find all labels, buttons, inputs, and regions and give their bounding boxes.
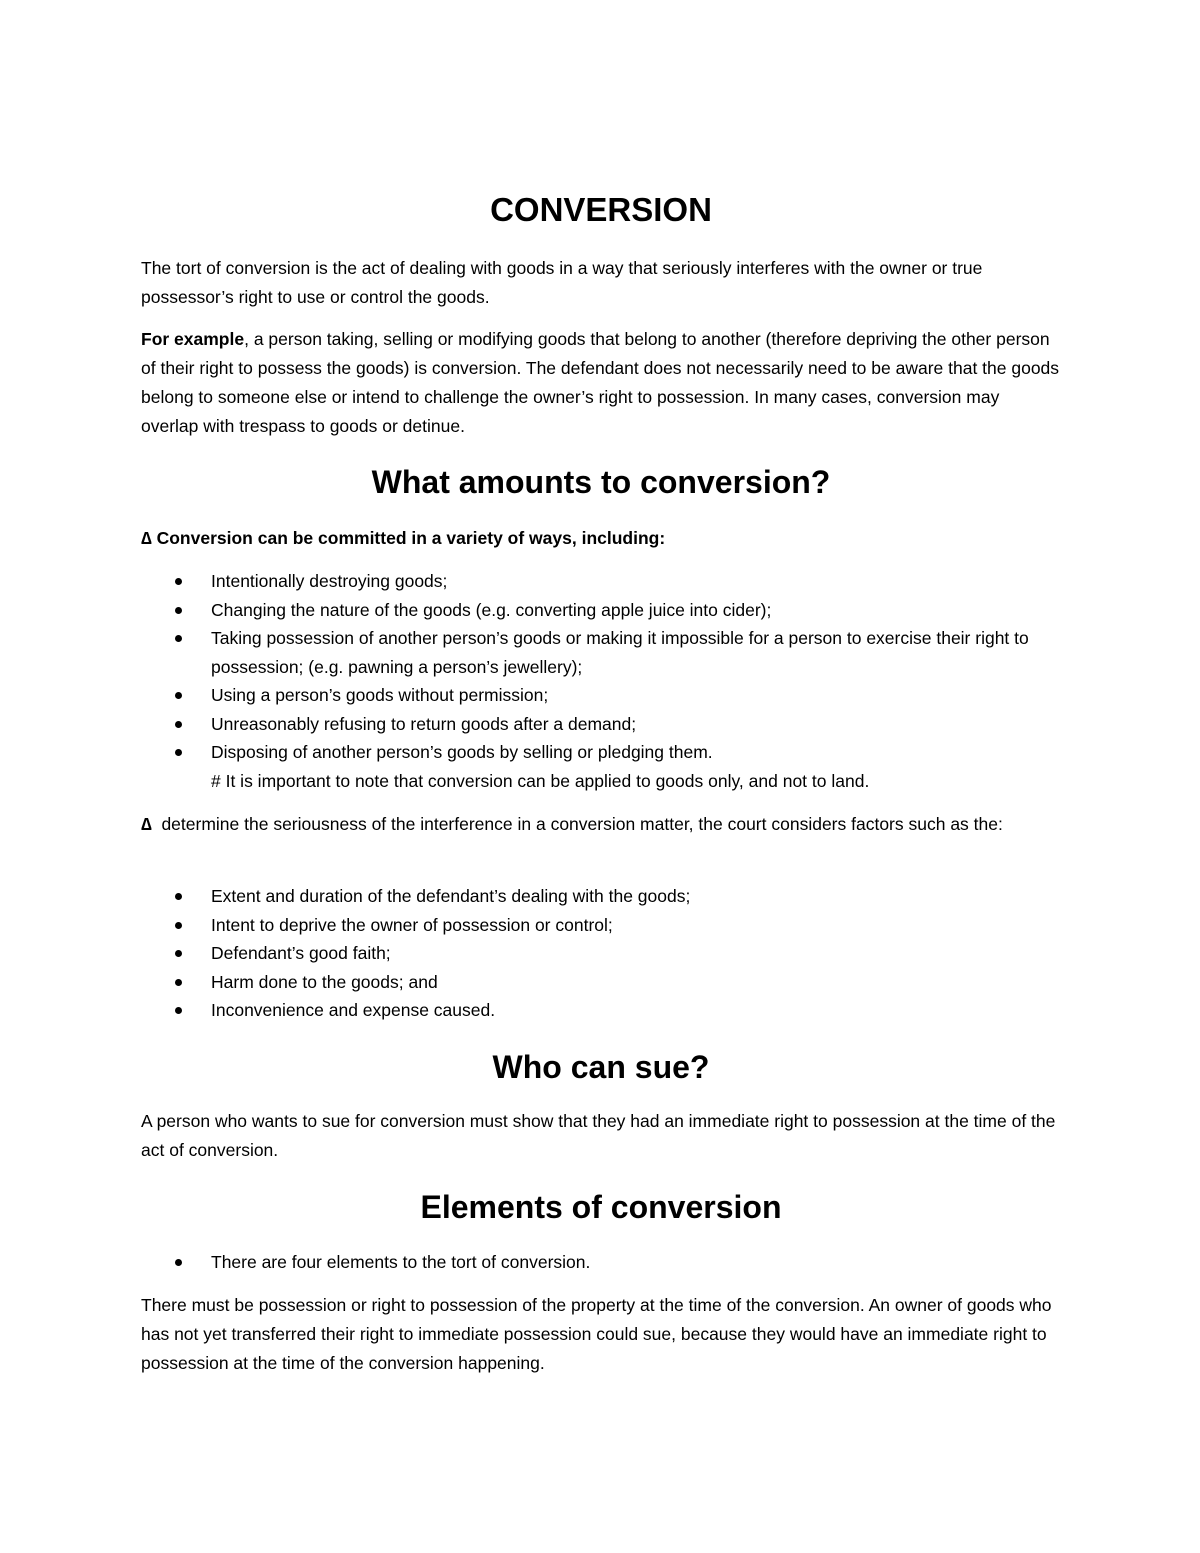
- bullet-icon: [175, 721, 182, 728]
- example-lead: For example: [141, 329, 245, 349]
- bullet-icon: [175, 979, 182, 986]
- ways-list: [141, 567, 1061, 795]
- bullet-icon: [175, 607, 182, 614]
- list-item: Extent and duration of the defendant’s dealing with the goods;: [141, 882, 1061, 911]
- delta-symbol: ∆: [141, 528, 152, 548]
- list-item: Taking possession of another person’s goods or making it impossible for a person to exercise their right to possession; (e.g. pawning a person’s jewellery);: [141, 624, 1061, 681]
- factors-list: [141, 882, 1061, 1025]
- bullet-icon: [175, 922, 182, 929]
- list-item: Disposing of another person’s goods by selling or pledging them. # It is important to note that conversion can be applied to goods only, and not to land.: [141, 738, 1061, 795]
- list-item: Intentionally destroying goods;: [141, 567, 1061, 596]
- bullet-icon: [175, 749, 182, 756]
- delta-symbol: ∆: [141, 814, 152, 834]
- who-can-sue-paragraph: A person who wants to sue for conversion must show that they had an immediate right to possession at the time of the act of conversion.: [141, 1111, 1056, 1160]
- heading-who-can-sue: Who can sue?: [492, 1049, 710, 1085]
- bullet-icon: [175, 1007, 182, 1014]
- elements-list: [141, 1248, 1061, 1277]
- factors-lead-text: determine the seriousness of the interference in a conversion matter, the court considers factors such as the:: [161, 814, 1003, 834]
- ways-lead: [141, 524, 1061, 553]
- document-title: CONVERSION: [490, 191, 712, 228]
- list-item: Intent to deprive the owner of possession or control;: [141, 911, 1061, 940]
- list-item: Changing the nature of the goods (e.g. converting apple juice into cider);: [141, 596, 1061, 625]
- bullet-icon: [175, 635, 182, 642]
- list-item: Using a person’s goods without permission;: [141, 681, 1061, 710]
- list-item: Inconvenience and expense caused.: [141, 996, 1061, 1025]
- bullet-icon: [175, 578, 182, 585]
- land-note: # It is important to note that conversion can be applied to goods only, and not to land.: [211, 770, 870, 791]
- bullet-icon: [175, 1259, 182, 1266]
- bullet-icon: [175, 950, 182, 957]
- example-paragraph: [141, 325, 1061, 441]
- intro-paragraph: The tort of conversion is the act of dealing with goods in a way that seriously interferes with the owner or true possessor’s right to use or control the goods.: [141, 258, 983, 307]
- factors-lead: [141, 810, 1061, 839]
- elements-paragraph: There must be possession or right to possession of the property at the time of the conversion. An owner of goods who has not yet transferred their right to immediate possession could sue, because they would have an immediate right to possession at the time of the conversion happening.: [141, 1295, 1052, 1373]
- list-item: Unreasonably refusing to return goods after a demand;: [141, 710, 1061, 739]
- list-item: Harm done to the goods; and: [141, 968, 1061, 997]
- example-text: , a person taking, selling or modifying goods that belong to another (therefore depriving the other person of their right to possess the goods) is conversion. The defendant does not necessarily need to be aware that the goods belong to someone else or intend to challenge the owner’s right to possession. In many cases, conversion may overlap with trespass to goods or detinue.: [141, 329, 1060, 436]
- bullet-icon: [175, 893, 182, 900]
- list-item: Defendant’s good faith;: [141, 939, 1061, 968]
- heading-elements: Elements of conversion: [420, 1189, 782, 1225]
- bullet-icon: [175, 692, 182, 699]
- heading-what-amounts: What amounts to conversion?: [371, 464, 831, 500]
- list-item: There are four elements to the tort of conversion.: [141, 1248, 1061, 1277]
- ways-lead-text: Conversion can be committed in a variety of ways, including:: [156, 528, 666, 548]
